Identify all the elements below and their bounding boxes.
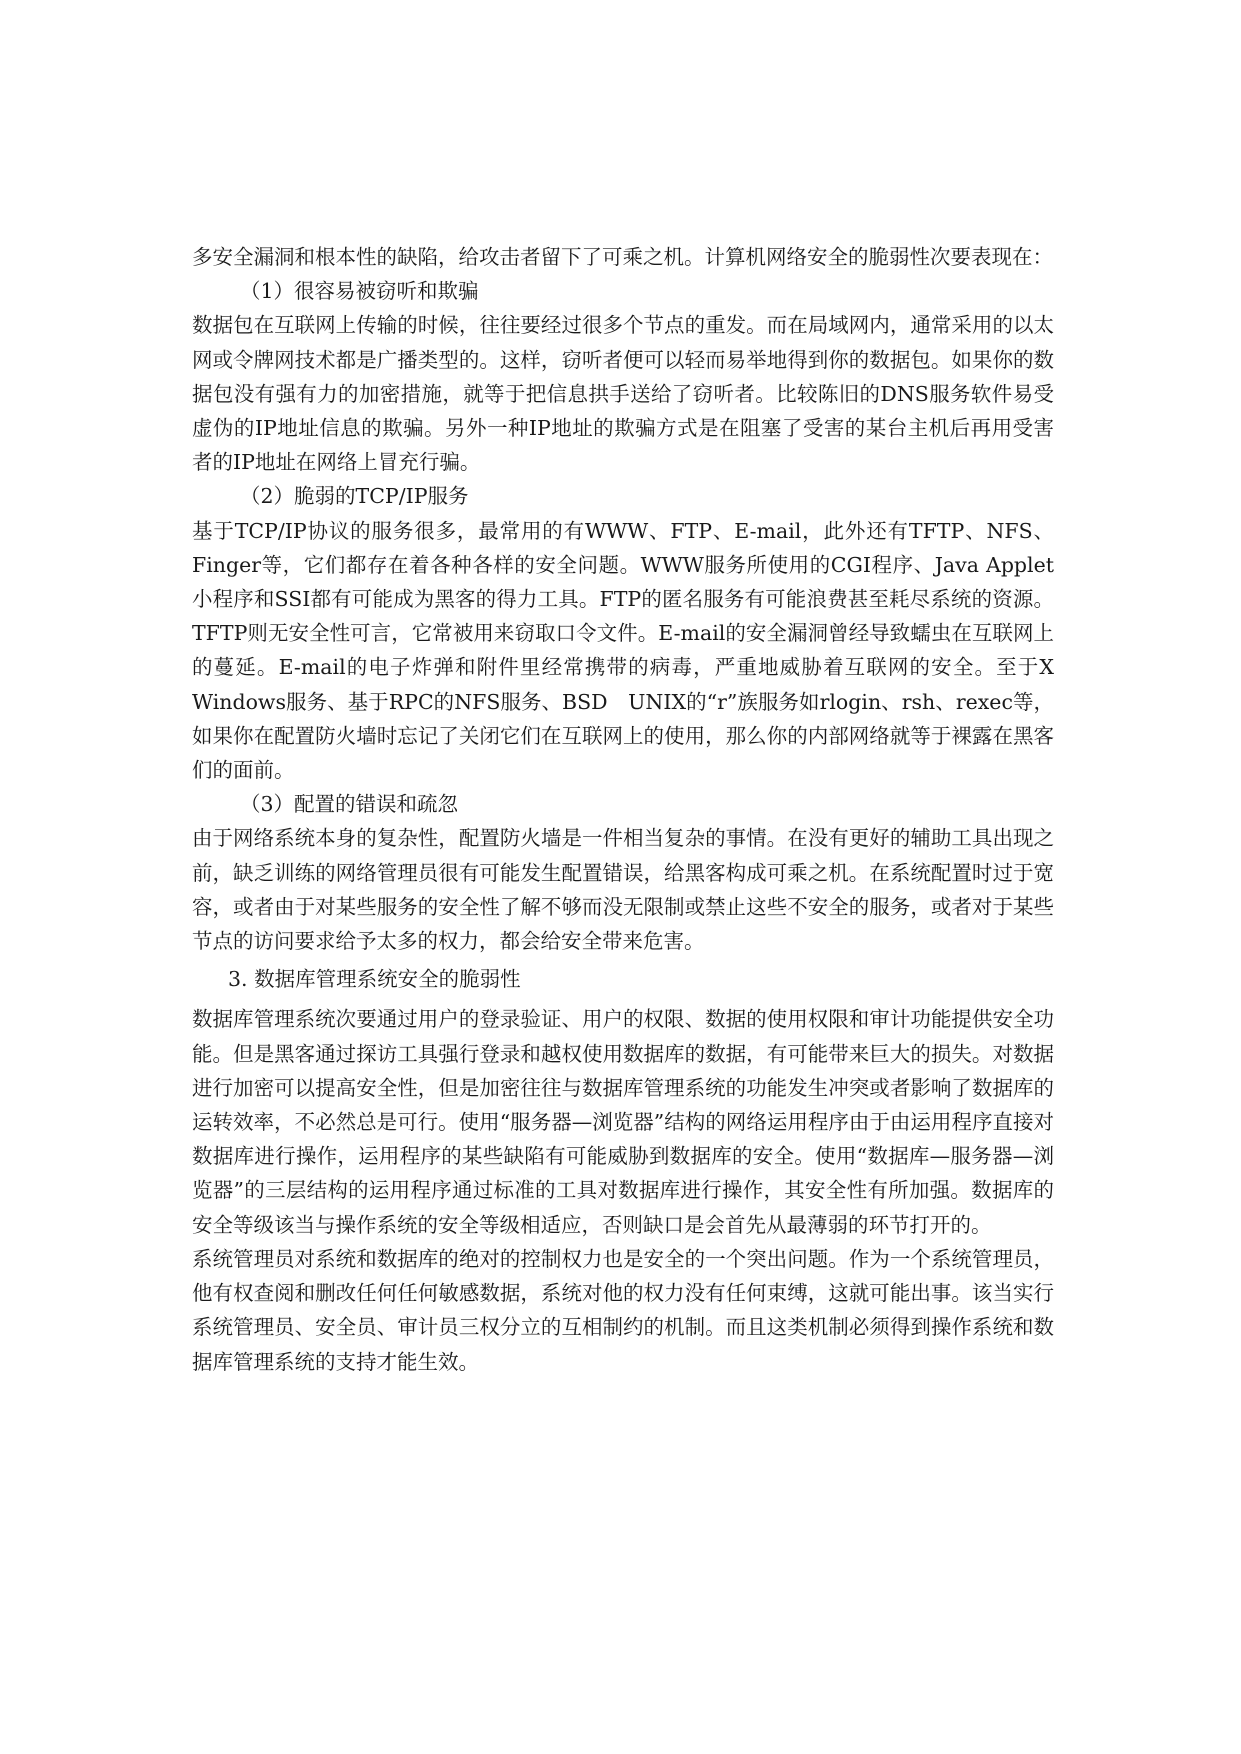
body-paragraph: 数据库管理系统次要通过用户的登录验证、用户的权限、数据的使用权限和审计功能提供安全功能。但是黑客通过探访工具强行登录和越权使用数据库的数据，有可能带来巨大的损失。对数据进行加密可以提高安全性，但是加密往往与数据库管理系统的功能发生冲突或者影响了数据库的运转效率，不必然总是可行。使用“服务器—浏览器”结构的网络运用程序由于由运用程序直接对数据库进行操作，运用程序的某些缺陷有可能威胁到数据库的安全。使用“数据库—服务器—浏览器”的三层结构的运用程序通过标准的工具对数据库进行操作，其安全性有所加强。数据库的安全等级该当与操作系统的安全等级相适应，否则缺口是会首先从最薄弱的环节打开的。: [192, 1007, 1054, 1237]
body-paragraph: 由于网络系统本身的复杂性，配置防火墙是一件相当复杂的事情。在没有更好的辅助工具出现之前，缺乏训练的网络管理员很有可能发生配置错误，给黑客构成可乘之机。在系统配置时过于宽容，或者由于对某些服务的安全性了解不够而没无限制或禁止这些不安全的服务，或者对于某些节点的访问要求给予太多的权力，都会给安全带来危害。: [192, 826, 1054, 954]
document-body: [192, 240, 1054, 1379]
section-heading: 3. 数据库管理系统安全的脆弱性: [228, 967, 521, 992]
subsection-heading: （1）很容易被窃听和欺骗: [240, 279, 479, 304]
body-paragraph: 基于TCP/IP协议的服务很多，最常用的有WWW、FTP、E-mail，此外还有TFTP、NFS、Finger等，它们都存在着各种各样的安全问题。WWW服务所使用的CGI程序、Java Applet小程序和SSI都有可能成为黑客的得力工具。FTP的匿名服务有可能浪费甚至耗尽系统的资源。TFTP则无安全性可言，它常被用来窃取口令文件。E-mail的安全漏洞曾经导致蠕虫在互联网上的蔓延。E-mail的电子炸弹和附件里经常携带的病毒，严重地威胁着互联网的安全。至于X Windows服务、基于RPC的NFS服务、BSD UNIX的“r”族服务如rlogin、rsh、rexec等，如果你在配置防火墙时忘记了关闭它们在互联网上的使用，那么你的内部网络就等于裸露在黑客们的面前。: [192, 518, 1054, 783]
subsection-heading: （3）配置的错误和疏忽: [240, 792, 459, 817]
body-paragraph: 系统管理员对系统和数据库的绝对的控制权力也是安全的一个突出问题。作为一个系统管理员，他有权查阅和删改任何任何敏感数据，系统对他的权力没有任何束缚，这就可能出事。该当实行系统管理员、安全员、审计员三权分立的互相制约的机制。而且这类机制必须得到操作系统和数据库管理系统的支持才能生效。: [192, 1246, 1054, 1374]
body-paragraph: 多安全漏洞和根本性的缺陷，给攻击者留下了可乘之机。计算机网络安全的脆弱性次要表现在：: [192, 245, 1053, 269]
subsection-heading: （2）脆弱的TCP/IP服务: [240, 484, 469, 509]
body-paragraph: 数据包在互联网上传输的时候，往往要经过很多个节点的重发。而在局域网内，通常采用的以太网或令牌网技术都是广播类型的。这样，窃听者便可以轻而易举地得到你的数据包。如果你的数据包没有强有力的加密措施，就等于把信息拱手送给了窃听者。比较陈旧的DNS服务软件易受虚伪的IP地址信息的欺骗。另外一种IP地址的欺骗方式是在阻塞了受害的某台主机后再用受害者的IP地址在网络上冒充行骗。: [192, 313, 1054, 475]
